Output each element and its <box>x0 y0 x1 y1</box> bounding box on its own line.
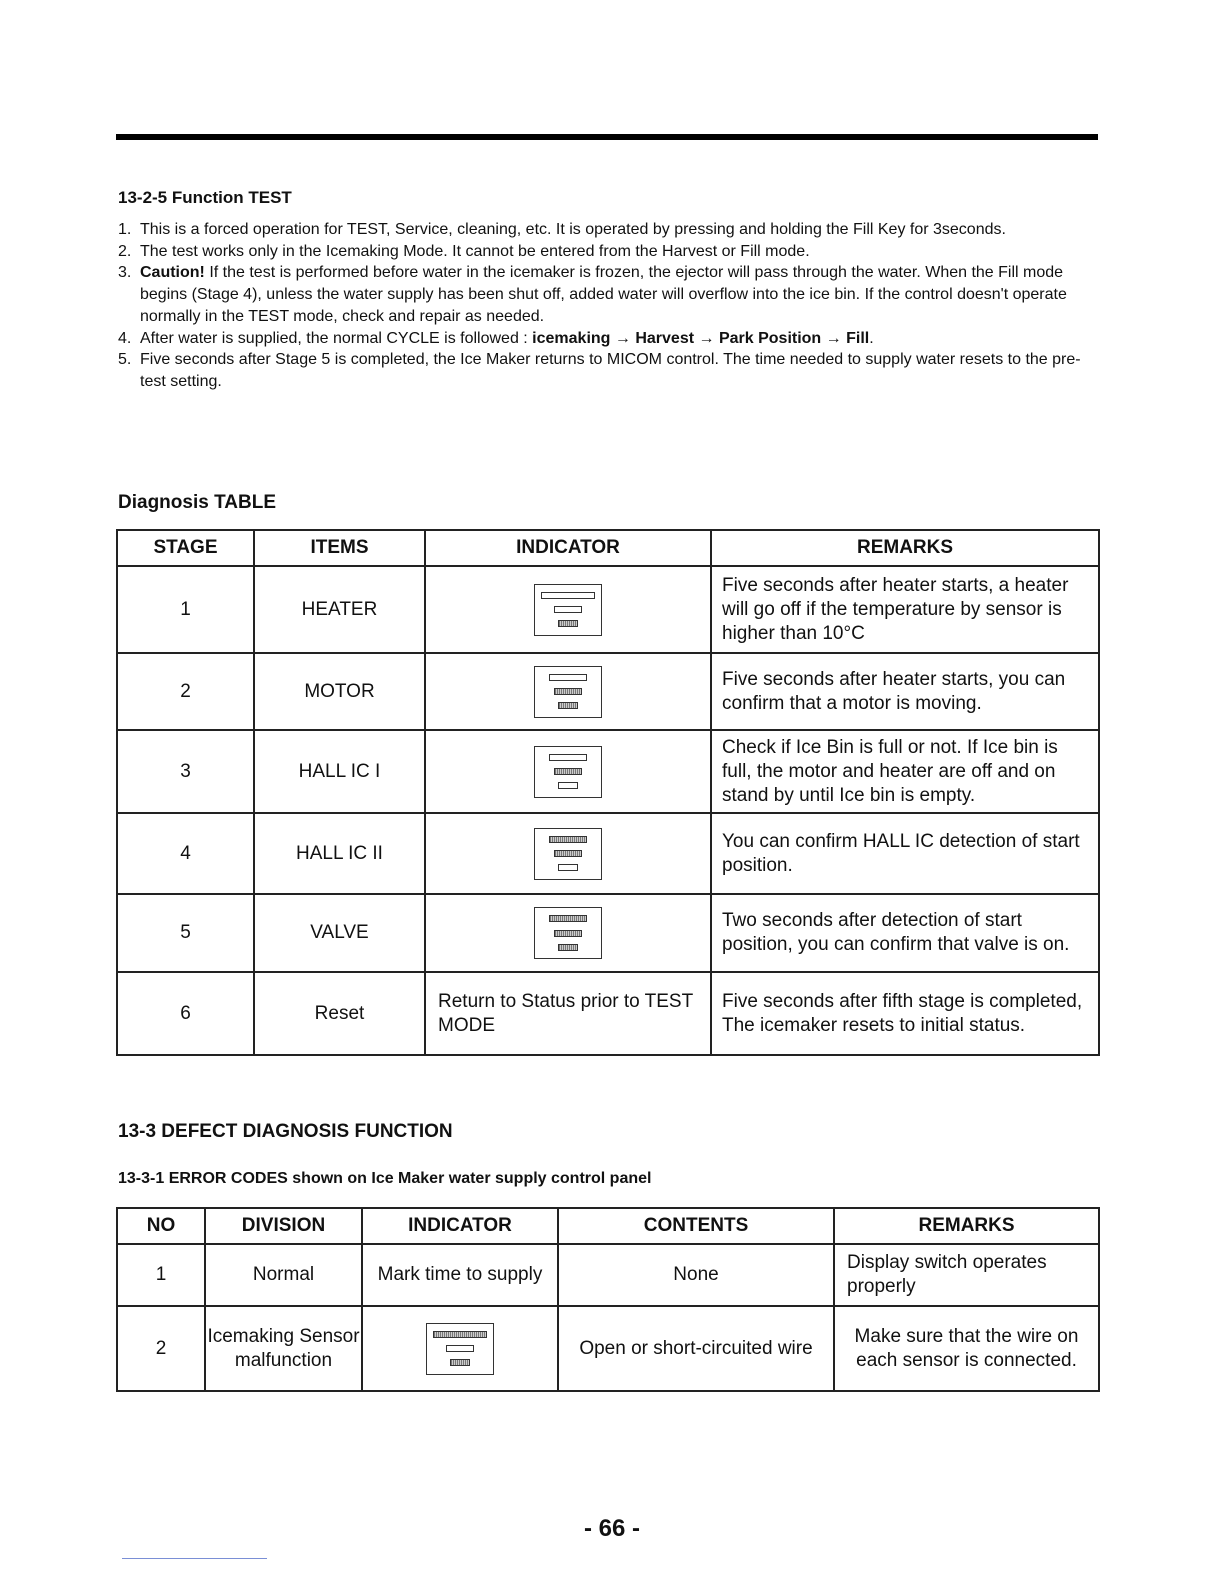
indicator-cell <box>425 894 711 972</box>
list-item: 4. After water is supplied, the normal CYCLE is followed : icemaking → Harvest → Park Position → Fill. <box>118 329 874 347</box>
indicator-panel-icon <box>426 1323 494 1375</box>
led-segment-icon <box>554 768 582 775</box>
indicator-panel-icon <box>534 746 602 798</box>
no-cell: 2 <box>117 1306 205 1391</box>
led-segment-icon <box>450 1359 470 1366</box>
column-header: CONTENTS <box>558 1208 834 1244</box>
cycle-step: Fill <box>846 329 870 347</box>
led-segment-icon <box>446 1345 474 1352</box>
remarks-cell: You can confirm HALL IC detection of start position. <box>711 813 1099 894</box>
column-header: DIVISION <box>205 1208 362 1244</box>
stage-cell: 2 <box>117 653 254 730</box>
led-segment-icon <box>433 1331 487 1338</box>
stage-cell: 4 <box>117 813 254 894</box>
contents-cell: Open or short-circuited wire <box>558 1306 834 1391</box>
led-segment-icon <box>549 674 587 681</box>
arrow-icon: → <box>825 329 842 347</box>
caution-label: Caution! <box>140 264 205 282</box>
indicator-panel-icon <box>534 828 602 880</box>
column-header: STAGE <box>117 530 254 566</box>
arrow-icon: → <box>698 329 715 347</box>
indicator-panel-icon <box>534 907 602 959</box>
remarks-cell: Two seconds after detection of start position, you can confirm that valve is on. <box>711 894 1099 972</box>
column-header: NO <box>117 1208 205 1244</box>
led-segment-icon <box>554 850 582 857</box>
column-header: ITEMS <box>254 530 425 566</box>
table-row <box>117 566 1099 653</box>
led-segment-icon <box>554 606 582 613</box>
led-segment-icon <box>558 702 578 709</box>
no-cell: 1 <box>117 1244 205 1306</box>
contents-cell: None <box>558 1244 834 1306</box>
indicator-panel-icon <box>534 584 602 636</box>
indicator-cell <box>425 813 711 894</box>
indicator-cell <box>425 566 711 653</box>
led-segment-icon <box>549 915 587 922</box>
list-item: 1. This is a forced operation for TEST, Service, cleaning, etc. It is operated by pressing and holding the Fill Key for 3seconds. <box>118 221 1006 238</box>
column-header: REMARKS <box>834 1208 1099 1244</box>
indicator-cell: Return to Status prior to TEST MODE <box>425 972 711 1055</box>
led-segment-icon <box>558 864 578 871</box>
page-number: - 66 - <box>583 1515 640 1542</box>
remarks-cell: Five seconds after heater starts, you can confirm that a motor is moving. <box>711 653 1099 730</box>
remarks-cell: Display switch operates properly <box>834 1244 1099 1306</box>
led-segment-icon <box>549 754 587 761</box>
led-segment-icon <box>549 836 587 843</box>
item-cell: HEATER <box>254 566 425 653</box>
led-segment-icon <box>558 944 578 951</box>
led-segment-icon <box>541 592 595 599</box>
item-cell: VALVE <box>254 894 425 972</box>
stage-cell: 1 <box>117 566 254 653</box>
section-title: 13-2-5 Function TEST <box>118 188 292 207</box>
item-cell: MOTOR <box>254 653 425 730</box>
table-header-row <box>117 1208 1099 1244</box>
led-segment-icon <box>554 930 582 937</box>
table-header-row <box>117 530 1099 566</box>
cycle-step: Harvest <box>635 329 695 347</box>
cycle-step: Park Position <box>718 329 822 347</box>
defect-section-title: 13-3 DEFECT DIAGNOSIS FUNCTION <box>118 1121 453 1142</box>
arrow-icon: → <box>614 329 631 347</box>
item-cell: HALL IC II <box>254 813 425 894</box>
indicator-cell <box>425 730 711 813</box>
list-item: 5. Five seconds after Stage 5 is completed, the Ice Maker returns to MICOM control. The time needed to supply water resets to the pre- test setting. <box>118 351 1081 390</box>
error-codes-table <box>116 1207 1100 1392</box>
division-cell: Icemaking Sensor malfunction <box>205 1306 362 1391</box>
diagnosis-table <box>116 529 1100 1056</box>
list-item: 2. The test works only in the Icemaking Mode. It cannot be entered from the Harvest or Fill mode. <box>118 242 810 260</box>
led-segment-icon <box>554 688 582 695</box>
table-row <box>117 894 1099 972</box>
remarks-cell: Check if Ice Bin is full or not. If Ice bin is full, the motor and heater are off and on stand by until Ice bin is empty. <box>711 730 1099 813</box>
indicator-cell <box>362 1306 558 1391</box>
stage-cell: 5 <box>117 894 254 972</box>
indicator-cell <box>425 653 711 730</box>
table-row <box>117 972 1099 1055</box>
indicator-panel-icon <box>534 666 602 718</box>
indicator-cell: Mark time to supply <box>362 1244 558 1306</box>
cycle-step: icemaking <box>532 329 611 347</box>
stage-cell: 3 <box>117 730 254 813</box>
item-cell: HALL IC I <box>254 730 425 813</box>
remarks-cell: Five seconds after fifth stage is completed, The icemaker resets to initial status. <box>711 972 1099 1055</box>
column-header: INDICATOR <box>362 1208 558 1244</box>
led-segment-icon <box>558 782 578 789</box>
column-header: INDICATOR <box>425 530 711 566</box>
led-segment-icon <box>558 620 578 627</box>
table-row <box>117 1306 1099 1391</box>
footer-link-underline <box>122 1558 267 1559</box>
table-row <box>117 1244 1099 1306</box>
division-cell: Normal <box>205 1244 362 1306</box>
stage-cell: 6 <box>117 972 254 1055</box>
table-row <box>117 653 1099 730</box>
diagnosis-table-title: Diagnosis TABLE <box>118 492 276 513</box>
remarks-cell: Five seconds after heater starts, a heater will go off if the temperature by sensor is higher than 10°C <box>711 566 1099 653</box>
table-row <box>117 813 1099 894</box>
table-row <box>117 730 1099 813</box>
error-codes-subtitle: 13-3-1 ERROR CODES shown on Ice Maker water supply control panel <box>118 1170 652 1187</box>
column-header: REMARKS <box>711 530 1099 566</box>
top-rule <box>116 134 1098 140</box>
remarks-cell: Make sure that the wire on each sensor is connected. <box>834 1306 1099 1391</box>
function-test-list <box>118 219 1103 393</box>
list-item: 3. Caution! If the test is performed before water in the icemaker is frozen, the ejector will pass through the water. When the Fill mode begins (Stage 4), unless the water supply has been shut off, added water will overflow into the ice bin. If the control doesn't operate normally in the TEST mode, check and repair as needed. <box>118 264 1067 325</box>
item-cell: Reset <box>254 972 425 1055</box>
